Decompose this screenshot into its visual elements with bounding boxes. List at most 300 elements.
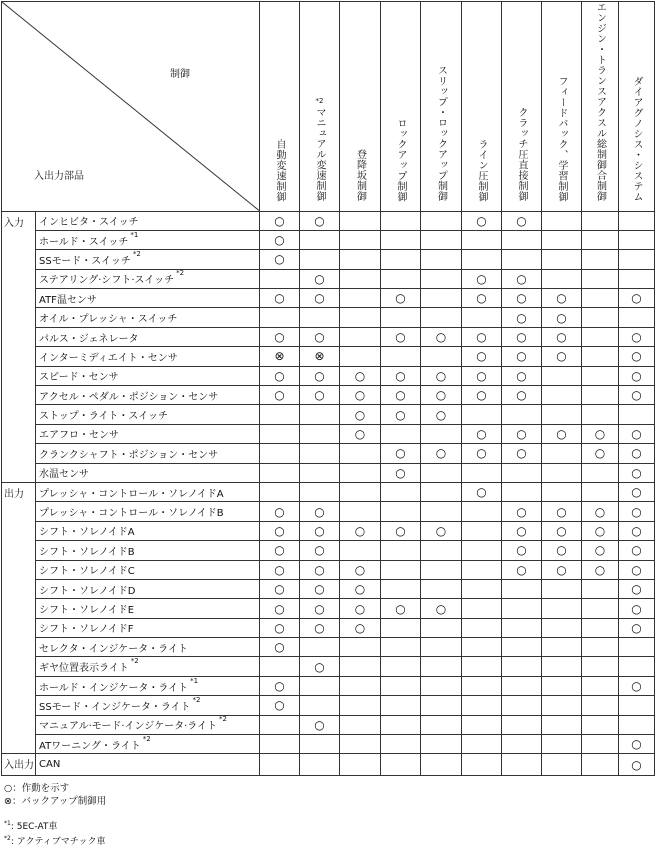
column-header — [300, 2, 340, 212]
part-name: ストップ・ライト・スイッチ — [36, 405, 260, 424]
active-mark: ○ — [619, 366, 655, 385]
active-mark: ○ — [582, 502, 619, 521]
empty-cell — [421, 230, 462, 249]
empty-cell — [300, 308, 340, 327]
empty-cell — [260, 482, 300, 501]
empty-cell — [619, 308, 655, 327]
empty-cell — [300, 424, 340, 443]
active-mark: ○ — [542, 560, 582, 579]
empty-cell — [300, 696, 340, 715]
part-name: パルス・ジェネレータ — [36, 327, 260, 346]
empty-cell — [462, 250, 502, 269]
empty-cell — [542, 463, 582, 482]
empty-cell — [260, 308, 300, 327]
active-mark: ○ — [260, 599, 300, 618]
active-mark: ○ — [582, 444, 619, 463]
empty-cell — [619, 250, 655, 269]
empty-cell — [582, 463, 619, 482]
column-header — [502, 2, 542, 212]
column-header — [462, 2, 502, 212]
empty-cell — [340, 308, 381, 327]
empty-cell — [462, 657, 502, 676]
column-label: ダイアグノシス・システム — [631, 75, 642, 202]
empty-cell — [542, 696, 582, 715]
part-note: *2 — [142, 734, 151, 743]
active-mark: ○ — [619, 347, 655, 366]
part-name: シフト・ソレノイドD — [36, 579, 260, 598]
active-mark: ○ — [260, 211, 300, 230]
active-mark: ○ — [260, 560, 300, 579]
table-row — [2, 560, 655, 579]
part-name: ATF温センサ — [36, 289, 260, 308]
empty-cell — [421, 211, 462, 230]
column-label: 自動変速制御 — [274, 138, 285, 202]
active-mark: ○ — [340, 618, 381, 637]
empty-cell — [582, 696, 619, 715]
empty-cell — [260, 715, 300, 734]
table-row — [2, 463, 655, 482]
table-row — [2, 579, 655, 598]
empty-cell — [462, 676, 502, 695]
empty-cell — [582, 211, 619, 230]
column-header — [542, 2, 582, 212]
part-name: シフト・ソレノイドB — [36, 541, 260, 560]
active-mark: ○ — [381, 289, 421, 308]
empty-cell — [381, 211, 421, 230]
empty-cell — [582, 308, 619, 327]
empty-cell — [300, 463, 340, 482]
active-mark: ○ — [462, 327, 502, 346]
empty-cell — [340, 482, 381, 501]
column-label: クラッチ圧直接制御 — [516, 107, 527, 202]
active-mark: ○ — [300, 599, 340, 618]
empty-cell — [542, 754, 582, 775]
part-name: シフト・ソレノイドE — [36, 599, 260, 618]
active-mark: ○ — [502, 424, 542, 443]
empty-cell — [340, 269, 381, 288]
active-mark: ○ — [619, 579, 655, 598]
empty-cell — [300, 444, 340, 463]
table-row — [2, 211, 655, 230]
active-mark: ○ — [260, 579, 300, 598]
active-mark: ○ — [619, 735, 655, 754]
empty-cell — [381, 676, 421, 695]
active-mark: ○ — [260, 386, 300, 405]
empty-cell — [502, 599, 542, 618]
active-mark: ○ — [300, 618, 340, 637]
empty-cell — [582, 366, 619, 385]
backup-mark: ⊗ — [300, 347, 340, 366]
active-mark: ○ — [619, 599, 655, 618]
active-mark: ○ — [381, 366, 421, 385]
empty-cell — [340, 211, 381, 230]
empty-cell — [542, 211, 582, 230]
active-mark: ○ — [260, 366, 300, 385]
empty-cell — [542, 269, 582, 288]
empty-cell — [421, 347, 462, 366]
part-name: セレクタ・インジケータ・ライト — [36, 638, 260, 657]
part-note: *1 — [190, 676, 199, 685]
empty-cell — [421, 308, 462, 327]
active-mark: ○ — [300, 211, 340, 230]
active-mark: ○ — [582, 560, 619, 579]
empty-cell — [421, 482, 462, 501]
empty-cell — [542, 579, 582, 598]
table-row — [2, 657, 655, 676]
table-row — [2, 269, 655, 288]
empty-cell — [421, 289, 462, 308]
active-mark: ○ — [340, 599, 381, 618]
part-name: インヒビタ・スイッチ — [36, 211, 260, 230]
active-mark: ○ — [300, 657, 340, 676]
empty-cell — [260, 424, 300, 443]
empty-cell — [260, 444, 300, 463]
empty-cell — [502, 754, 542, 775]
active-mark: ○ — [582, 424, 619, 443]
part-name: インターミディエイト・センサ — [36, 347, 260, 366]
empty-cell — [619, 696, 655, 715]
column-label: ロックアップ制御 — [395, 117, 406, 202]
empty-cell — [462, 754, 502, 775]
header-corner — [2, 2, 260, 212]
part-name: ステアリング·シフト·スイッチ$^{*2}$ — [36, 269, 260, 288]
empty-cell — [502, 715, 542, 734]
active-mark: ○ — [542, 541, 582, 560]
empty-cell — [462, 696, 502, 715]
active-mark: ○ — [502, 269, 542, 288]
legend-item: ○：作動を示す — [4, 783, 70, 794]
table-row — [2, 405, 655, 424]
empty-cell — [582, 735, 619, 754]
part-note: *2 — [219, 715, 227, 724]
column-header — [260, 2, 300, 212]
active-mark: ○ — [502, 444, 542, 463]
empty-cell — [300, 405, 340, 424]
active-mark: ○ — [619, 482, 655, 501]
empty-cell — [582, 715, 619, 734]
column-label: スリップ・ロックアップ制御 — [435, 65, 447, 202]
column-label: フィードバック、学習制御 — [556, 75, 567, 202]
active-mark: ○ — [340, 386, 381, 405]
empty-cell — [462, 715, 502, 734]
active-mark: ○ — [300, 521, 340, 540]
part-name: ホールド・インジケータ・ライト$^{*1}$ — [36, 676, 260, 695]
empty-cell — [381, 618, 421, 637]
table-row — [2, 327, 655, 346]
empty-cell — [462, 638, 502, 657]
active-mark: ○ — [421, 386, 462, 405]
active-mark: ○ — [619, 754, 655, 775]
empty-cell — [462, 230, 502, 249]
part-name: シフト・ソレノイドA — [36, 521, 260, 540]
active-mark: ○ — [462, 366, 502, 385]
empty-cell — [542, 657, 582, 676]
active-mark: ○ — [502, 541, 542, 560]
active-mark: ○ — [260, 638, 300, 657]
active-mark: ○ — [421, 366, 462, 385]
table-row — [2, 347, 655, 366]
part-name: ギヤ位置表示ライト$^{*2}$ — [36, 657, 260, 676]
empty-cell — [300, 735, 340, 754]
empty-cell — [542, 250, 582, 269]
empty-cell — [542, 386, 582, 405]
table-row — [2, 482, 655, 501]
active-mark: ○ — [542, 327, 582, 346]
part-note: *2 — [130, 657, 139, 666]
empty-cell — [340, 502, 381, 521]
empty-cell — [542, 482, 582, 501]
active-mark: ○ — [582, 521, 619, 540]
empty-cell — [381, 250, 421, 269]
control-matrix-table — [1, 1, 655, 776]
column-label: 登降坂制御 — [354, 149, 366, 202]
empty-cell — [462, 541, 502, 560]
empty-cell — [502, 676, 542, 695]
part-name: マニュアル·モード·インジケータ·ライト$^{*2}$ — [36, 715, 260, 734]
active-mark: ○ — [300, 327, 340, 346]
part-note: *1 — [130, 230, 139, 239]
empty-cell — [582, 618, 619, 637]
empty-cell — [421, 269, 462, 288]
active-mark: ○ — [619, 444, 655, 463]
empty-cell — [381, 754, 421, 775]
column-header — [381, 2, 421, 212]
table-row — [2, 366, 655, 385]
active-mark: ○ — [462, 424, 502, 443]
empty-cell — [381, 715, 421, 734]
column-label: エンジン・トランスアクスル総制御合制御 — [594, 2, 606, 202]
active-mark: ○ — [462, 211, 502, 230]
empty-cell — [340, 250, 381, 269]
table-row — [2, 638, 655, 657]
active-mark: ○ — [260, 502, 300, 521]
empty-cell — [381, 230, 421, 249]
part-name: クランクシャフト・ポジション・センサ — [36, 444, 260, 463]
table-row — [2, 541, 655, 560]
part-name: オイル・プレッシャ・スイッチ — [36, 308, 260, 327]
empty-cell — [381, 347, 421, 366]
empty-cell — [502, 618, 542, 637]
active-mark: ○ — [381, 327, 421, 346]
active-mark: ○ — [260, 327, 300, 346]
table-row — [2, 618, 655, 637]
empty-cell — [300, 754, 340, 775]
table-row — [2, 696, 655, 715]
empty-cell — [542, 676, 582, 695]
active-mark: ○ — [421, 405, 462, 424]
empty-cell — [619, 211, 655, 230]
empty-cell — [502, 230, 542, 249]
empty-cell — [582, 599, 619, 618]
active-mark: ○ — [260, 676, 300, 695]
active-mark: ○ — [421, 444, 462, 463]
part-name: プレッシャ・コントロール・ソレノイドA — [36, 482, 260, 501]
empty-cell — [381, 696, 421, 715]
empty-cell — [619, 230, 655, 249]
column-header — [421, 2, 462, 212]
active-mark: ○ — [260, 521, 300, 540]
empty-cell — [421, 541, 462, 560]
part-name: シフト・ソレノイドC — [36, 560, 260, 579]
empty-cell — [462, 579, 502, 598]
active-mark: ○ — [300, 289, 340, 308]
table-row — [2, 289, 655, 308]
part-name: プレッシャ・コントロール・ソレノイドB — [36, 502, 260, 521]
empty-cell — [340, 289, 381, 308]
active-mark: ○ — [340, 579, 381, 598]
active-mark: ○ — [260, 618, 300, 637]
empty-cell — [381, 269, 421, 288]
empty-cell — [421, 735, 462, 754]
footnote: $^{*1}$: 5EC-AT車 — [4, 820, 58, 832]
active-mark: ○ — [340, 521, 381, 540]
active-mark: ○ — [502, 386, 542, 405]
empty-cell — [260, 735, 300, 754]
empty-cell — [582, 638, 619, 657]
empty-cell — [421, 754, 462, 775]
empty-cell — [502, 405, 542, 424]
empty-cell — [421, 250, 462, 269]
active-mark: ○ — [542, 308, 582, 327]
column-label: マニュアル変速制御 — [314, 107, 325, 202]
active-mark: ○ — [502, 560, 542, 579]
empty-cell — [421, 715, 462, 734]
active-mark: ○ — [502, 347, 542, 366]
active-mark: ○ — [421, 327, 462, 346]
empty-cell — [542, 405, 582, 424]
active-mark: ○ — [619, 463, 655, 482]
table-row — [2, 230, 655, 249]
empty-cell — [582, 676, 619, 695]
group-label: 入力 — [2, 211, 36, 482]
empty-cell — [582, 754, 619, 775]
empty-cell — [421, 560, 462, 579]
backup-mark: ⊗ — [260, 347, 300, 366]
empty-cell — [542, 638, 582, 657]
empty-cell — [340, 230, 381, 249]
active-mark: ○ — [300, 541, 340, 560]
active-mark: ○ — [340, 560, 381, 579]
column-note: *2 — [315, 97, 324, 105]
active-mark: ○ — [381, 521, 421, 540]
control-label: 制御 — [170, 69, 190, 80]
empty-cell — [340, 347, 381, 366]
table-row — [2, 754, 655, 775]
active-mark: ○ — [542, 521, 582, 540]
active-mark: ○ — [381, 463, 421, 482]
active-mark: ○ — [462, 482, 502, 501]
active-mark: ○ — [502, 366, 542, 385]
empty-cell — [340, 715, 381, 734]
empty-cell — [300, 676, 340, 695]
empty-cell — [381, 735, 421, 754]
empty-cell — [381, 482, 421, 501]
empty-cell — [260, 754, 300, 775]
part-name: ATワーニング・ライト$^{*2}$ — [36, 735, 260, 754]
active-mark: ○ — [462, 444, 502, 463]
column-header — [582, 2, 619, 212]
active-mark: ○ — [542, 289, 582, 308]
empty-cell — [421, 638, 462, 657]
empty-cell — [381, 579, 421, 598]
active-mark: ○ — [619, 560, 655, 579]
empty-cell — [462, 502, 502, 521]
empty-cell — [542, 599, 582, 618]
active-mark: ○ — [502, 308, 542, 327]
column-header — [340, 2, 381, 212]
active-mark: ○ — [542, 502, 582, 521]
part-name: ホールド・スイッチ$^{*1}$ — [36, 230, 260, 249]
empty-cell — [340, 327, 381, 346]
empty-cell — [502, 657, 542, 676]
empty-cell — [619, 657, 655, 676]
empty-cell — [340, 463, 381, 482]
empty-cell — [381, 560, 421, 579]
empty-cell — [260, 269, 300, 288]
active-mark: ○ — [300, 269, 340, 288]
empty-cell — [260, 657, 300, 676]
active-mark: ○ — [340, 424, 381, 443]
empty-cell — [340, 696, 381, 715]
empty-cell — [421, 696, 462, 715]
column-header — [619, 2, 655, 212]
empty-cell — [340, 735, 381, 754]
footnote: $^{*2}$: アクティブマチック車 — [4, 835, 106, 847]
empty-cell — [582, 405, 619, 424]
active-mark: ○ — [260, 250, 300, 269]
empty-cell — [582, 230, 619, 249]
empty-cell — [462, 599, 502, 618]
empty-cell — [619, 638, 655, 657]
empty-cell — [582, 347, 619, 366]
active-mark: ○ — [582, 541, 619, 560]
empty-cell — [340, 444, 381, 463]
footnotes — [4, 818, 105, 848]
empty-cell — [502, 250, 542, 269]
active-mark: ○ — [300, 715, 340, 734]
table-row — [2, 502, 655, 521]
active-mark: ○ — [619, 676, 655, 695]
active-mark: ○ — [260, 230, 300, 249]
empty-cell — [421, 676, 462, 695]
empty-cell — [421, 463, 462, 482]
empty-cell — [421, 424, 462, 443]
active-mark: ○ — [340, 405, 381, 424]
active-mark: ○ — [260, 696, 300, 715]
group-label: 出力 — [2, 482, 36, 753]
empty-cell — [542, 230, 582, 249]
empty-cell — [462, 405, 502, 424]
empty-cell — [582, 657, 619, 676]
empty-cell — [502, 735, 542, 754]
empty-cell — [381, 657, 421, 676]
active-mark: ○ — [300, 386, 340, 405]
part-name: SSモード・インジケータ・ライト$^{*2}$ — [36, 696, 260, 715]
part-note: *2 — [132, 249, 141, 258]
empty-cell — [582, 289, 619, 308]
empty-cell — [462, 463, 502, 482]
active-mark: ○ — [462, 347, 502, 366]
active-mark: ○ — [381, 444, 421, 463]
empty-cell — [421, 502, 462, 521]
table-row — [2, 308, 655, 327]
active-mark: ○ — [260, 541, 300, 560]
empty-cell — [582, 269, 619, 288]
active-mark: ○ — [462, 269, 502, 288]
empty-cell — [542, 618, 582, 637]
active-mark: ○ — [300, 502, 340, 521]
active-mark: ○ — [619, 502, 655, 521]
